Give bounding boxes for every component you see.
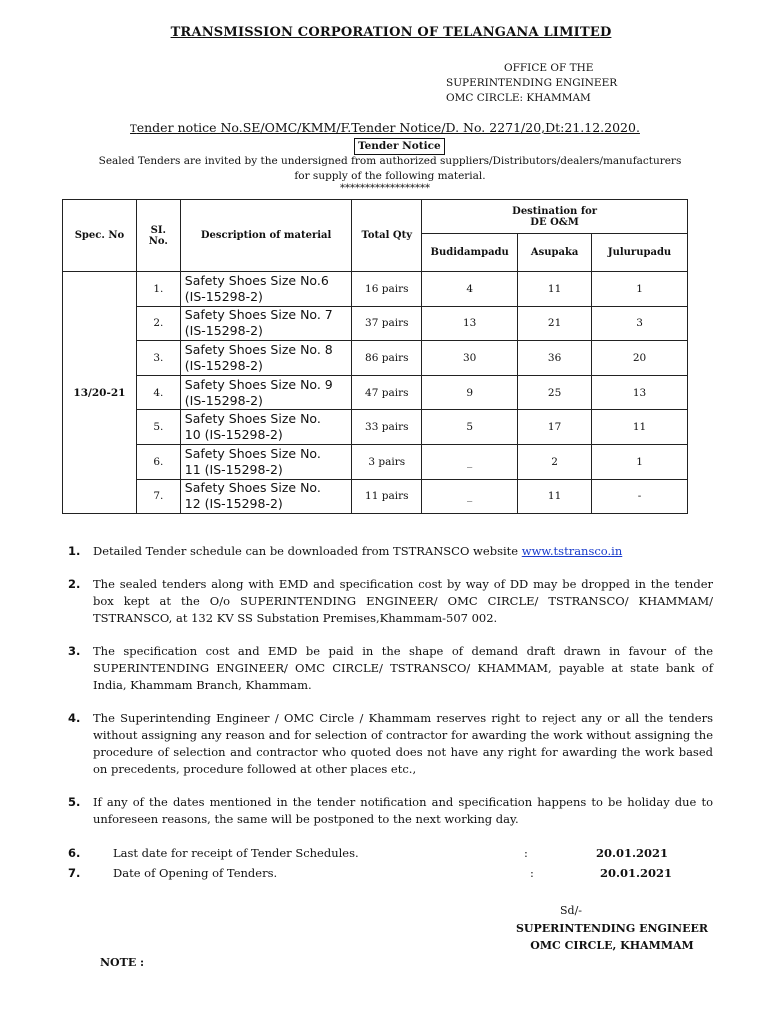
description-line1: Safety Shoes Size No. — [184, 445, 321, 461]
asupaka-cell: 21 — [518, 306, 592, 341]
condition-text: The specification cost and EMD be paid in the shape of demand draft drawn in favour of the SUPERINTENDING ENGINEER/ OMC CIRCLE/ TSTRANSCO/ KHAMMAM, payable at state bank of India, Khammam Branch, Khammam. — [93, 644, 713, 692]
budidampadu-cell: 4 — [422, 272, 518, 307]
condition-text-body: Detailed Tender schedule can be downloaded from TSTRANSCO website — [93, 544, 522, 558]
sl-no-cell: 5. — [136, 410, 180, 445]
julurupadu-cell: 1 — [592, 272, 688, 307]
header-spec-no: Spec. No — [63, 200, 137, 272]
tender-notice-label: Tender Notice — [354, 138, 445, 155]
invitation-text — [60, 154, 720, 184]
total-qty-cell: 3 pairs — [352, 444, 422, 479]
total-qty-cell: 33 pairs — [352, 410, 422, 445]
julurupadu-cell: - — [592, 479, 688, 514]
condition-item — [68, 643, 713, 694]
table-row — [63, 272, 688, 307]
description-line1: Safety Shoes Size No. — [184, 411, 321, 427]
asupaka-cell: 17 — [518, 410, 592, 445]
header-destination-line2: DE O&M — [530, 216, 579, 228]
date-item-number: 7. — [68, 866, 81, 880]
description-line2: (IS-15298-2) — [184, 392, 263, 408]
star-separator: ****************** — [340, 183, 430, 194]
date-item-label: Date of Opening of Tenders. — [113, 866, 278, 880]
header-destination-line1: Destination for — [512, 205, 598, 217]
budidampadu-cell: 5 — [422, 410, 518, 445]
total-qty-cell: 47 pairs — [352, 375, 422, 410]
julurupadu-cell: 20 — [592, 341, 688, 376]
description-line1: Safety Shoes Size No.6 — [184, 272, 329, 288]
condition-number: 4. — [68, 711, 81, 725]
description-cell — [180, 479, 352, 514]
date-item-colon: : — [530, 866, 534, 880]
asupaka-cell: 11 — [518, 479, 592, 514]
asupaka-cell: 2 — [518, 444, 592, 479]
office-line: OMC CIRCLE: KHAMMAM — [446, 92, 591, 104]
ref-text: ender notice No.SE/OMC/KMM/F.Tender Notice/D. No. 2271/20,Dt:21.12.2020. — [136, 120, 640, 135]
description-line2: 10 (IS-15298-2) — [184, 427, 283, 443]
header-total-qty: Total Qty — [352, 200, 422, 272]
sl-no-cell: 6. — [136, 444, 180, 479]
julurupadu-cell: 3 — [592, 306, 688, 341]
sl-no-cell: 4. — [136, 375, 180, 410]
condition-text: The Superintending Engineer / OMC Circle / Khammam reserves right to reject any or all the tenders without assigning any reason and for selection of contractor for awarding the work without assigning the procedure of selection and contractor who quoted does not have any right for awarding the work based on precedents, procedure followed at other places etc., — [93, 711, 713, 776]
date-item-colon: : — [524, 846, 528, 860]
header-julurupadu: Julurupadu — [592, 234, 688, 272]
description-cell — [180, 306, 352, 341]
description-line1: Safety Shoes Size No. 7 — [184, 307, 333, 323]
julurupadu-cell: 13 — [592, 375, 688, 410]
signature-block — [506, 920, 718, 954]
condition-number: 2. — [68, 577, 81, 591]
condition-item — [68, 710, 713, 778]
note-label: NOTE : — [100, 956, 145, 969]
condition-number: 3. — [68, 644, 81, 658]
description-cell — [180, 444, 352, 479]
description-line1: Safety Shoes Size No. — [184, 480, 321, 496]
description-line1: Safety Shoes Size No. 8 — [184, 341, 333, 357]
description-line2: 11 (IS-15298-2) — [184, 461, 283, 477]
tender-reference — [0, 120, 770, 135]
budidampadu-cell: 9 — [422, 375, 518, 410]
total-qty-cell: 16 pairs — [352, 272, 422, 307]
description-line1: Safety Shoes Size No. 9 — [184, 376, 333, 392]
condition-item — [68, 543, 713, 560]
description-line2: 12 (IS-15298-2) — [184, 496, 283, 512]
table-row — [63, 375, 688, 410]
last-date-row — [0, 846, 770, 864]
budidampadu-cell: 30 — [422, 341, 518, 376]
date-item-number: 6. — [68, 846, 81, 860]
office-line: OFFICE OF THE — [504, 62, 594, 74]
description-line2: (IS-15298-2) — [184, 288, 263, 304]
date-item-value: 20.01.2021 — [596, 846, 669, 860]
description-line2: (IS-15298-2) — [184, 323, 263, 339]
condition-text: The sealed tenders along with EMD and specification cost by way of DD may be dropped in the tender box kept at the O/o SUPERINTENDING ENGINEER/ OMC CIRCLE/ TSTRANSCO/ KHAMMAM/ TSTRANSCO, at 132 KV SS Substation Premises,Khammam-507 002. — [93, 577, 713, 625]
budidampadu-cell: 13 — [422, 306, 518, 341]
ref-prefix: T — [130, 124, 137, 135]
budidampadu-cell: _ — [422, 479, 518, 514]
date-item-label: Last date for receipt of Tender Schedules. — [113, 846, 359, 860]
header-budidampadu: Budidampadu — [422, 234, 518, 272]
header-sl-no — [136, 200, 180, 272]
invite-line: Sealed Tenders are invited by the undersigned from authorized suppliers/Distributors/dealers/manufacturers — [98, 155, 682, 167]
condition-number: 1. — [68, 544, 81, 558]
office-address — [446, 61, 617, 106]
condition-item — [68, 576, 713, 627]
header-sl-no-line2: No. — [148, 235, 168, 247]
description-cell — [180, 341, 352, 376]
asupaka-cell: 36 — [518, 341, 592, 376]
table-row — [63, 410, 688, 445]
asupaka-cell: 11 — [518, 272, 592, 307]
material-table — [62, 199, 688, 514]
julurupadu-cell: 1 — [592, 444, 688, 479]
total-qty-cell: 11 pairs — [352, 479, 422, 514]
header-destination — [422, 200, 688, 234]
signature-sd: Sd/- — [560, 904, 582, 917]
budidampadu-cell: _ — [422, 444, 518, 479]
website-link[interactable]: www.tstransco.in — [521, 544, 623, 558]
conditions-list — [68, 543, 713, 844]
description-cell — [180, 272, 352, 307]
signature-office: OMC CIRCLE, KHAMMAM — [530, 939, 694, 952]
condition-number: 5. — [68, 795, 81, 809]
signature-title: SUPERINTENDING ENGINEER — [515, 922, 709, 935]
total-qty-cell: 37 pairs — [352, 306, 422, 341]
sl-no-cell: 7. — [136, 479, 180, 514]
table-row — [63, 341, 688, 376]
sl-no-cell: 3. — [136, 341, 180, 376]
document-title: TRANSMISSION CORPORATION OF TELANGANA LIMITED — [170, 25, 612, 40]
office-line: SUPERINTENDING ENGINEER — [446, 77, 618, 89]
header-asupaka: Asupaka — [518, 234, 592, 272]
total-qty-cell: 86 pairs — [352, 341, 422, 376]
description-cell — [180, 410, 352, 445]
table-header-row — [63, 200, 688, 234]
description-cell — [180, 375, 352, 410]
asupaka-cell: 25 — [518, 375, 592, 410]
invite-line: for supply of the following material. — [294, 170, 486, 182]
description-line2: (IS-15298-2) — [184, 357, 263, 373]
condition-text — [93, 543, 713, 560]
sl-no-cell: 2. — [136, 306, 180, 341]
table-row — [63, 444, 688, 479]
sl-no-cell: 1. — [136, 272, 180, 307]
condition-text: If any of the dates mentioned in the tender notification and specification happens to be holiday due to unforeseen reasons, the same will be postponed to the next working day. — [93, 795, 713, 826]
table-row — [63, 479, 688, 514]
header-description: Description of material — [180, 200, 352, 272]
condition-item — [68, 794, 713, 828]
header-sl-no-line1: SI. — [150, 224, 167, 236]
date-item-value: 20.01.2021 — [600, 866, 673, 880]
opening-date-row — [0, 866, 770, 884]
spec-no-cell: 13/20-21 — [63, 272, 137, 514]
table-row — [63, 306, 688, 341]
julurupadu-cell: 11 — [592, 410, 688, 445]
